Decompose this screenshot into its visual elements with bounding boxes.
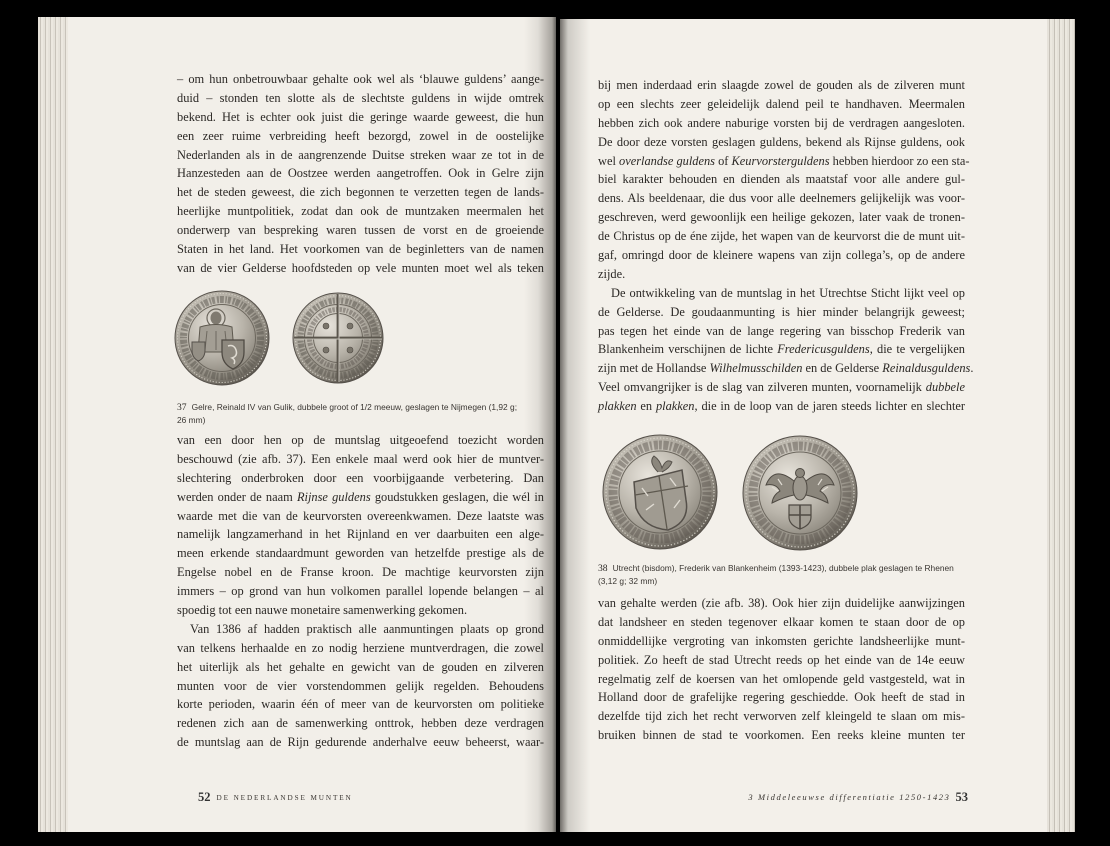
text-line: dat landsheer en steden tegenover elkaar komen te staan door de op [598,614,965,629]
text-line: Nederlanden als in de aangrenzende Duitse streken waar ze tot in de [177,147,544,162]
page-number: 53 [955,790,968,804]
text-line: immers – op grond van hun volkomen parallel lopende belangen – al [177,584,544,599]
text-line: De door deze vorsten geslagen guldens, bekend als Rijnse guldens, ook [598,134,965,149]
text-line: gaf, omringd door de kleinere wapens van zijn collega’s, op de andere [598,248,965,263]
text-line: – om hun onbetrouwbaar gehalte ook wel als ‘blauwe guldens’ aange- [177,72,544,86]
text-line: van telkens herhaalde en zo nodig herziene muntverdragen, die zowel [177,640,544,655]
coin-38-obverse [603,435,717,549]
text-run: goudstukken geslagen, die wél in [370,489,544,504]
caption-text: 26 mm) [177,415,206,425]
text-line: op een slechts zeer geleidelijk dalend peil te handhaven. Meermalen [598,96,965,111]
italic-term: Keurvorsterguldens [731,153,830,168]
figure-number: 37 [177,402,187,413]
left-page-footer [198,788,353,806]
italic-term: Rijnse guldens [296,489,371,504]
text-line: De ontwikkeling van de muntslag in het Utrechtse Sticht lijkt veel op [611,285,965,300]
text-run: of [715,153,732,168]
text-line: Van 1386 af hadden praktisch alle aanmuntingen plaats op grond [190,621,544,636]
text-line: redenen zich aan de samenwerking onttrok, hebben deze verdragen [177,716,544,731]
text-line: beschouwd (zie afb. 37). Een enkele maal werd ook hier de muntver- [177,451,544,466]
text-line: namelijk langzamerhand in het Rijnland en ver daarbuiten een alge- [177,527,544,542]
text-line: de Gelderse. De goudaanmunting is hier minder belangrijk geweest; [598,304,965,319]
text-line: heerlijke muntpolitiek, zodat dan ook de muntzaken meermalen het [177,204,544,219]
text-run: , die te vergelijken [869,342,965,357]
left-body-text-upper [177,70,544,278]
text-line: dezelfde tijd zich het recht verworven zelf kleingeld te slaan om mis- [598,709,965,724]
text-line: van de vier Gelderse hoofdsteden op vele munten moet wel als teken [177,260,544,275]
text-line: bij men inderdaad erin slaagde zowel de gouden als de zilveren munt [598,78,965,92]
text-run: werden onder de naam [177,489,297,504]
caption-line [177,401,517,414]
text-run: zijn met de Hollandse [598,361,710,376]
caption-text: Gelre, Reinald IV van Gulik, dubbele groot of 1/2 meeuw, geslagen te Nijmegen (1,92 g; [191,402,518,412]
text-line: van een door hen op de muntslag uitgeoefend toezicht worden [177,433,544,447]
text-line: Staten in het land. Het voorkomen van de beginletters van de namen [177,242,544,257]
text-line: politiek. Zo heeft de stad Utrecht reeds op het einde van de 14e eeuw [598,652,965,667]
text-line: onderwerp van bespreking waren tussen de vorst en de groeiende [177,223,544,238]
text-run: wel [598,153,619,168]
text-run: en de Gelderse [802,361,883,376]
eagle [766,469,834,504]
caption-text: Utrecht (bisdom), Frederik van Blankenheim (1393-1423), dubbele plak geslagen te Rhenen [612,563,954,573]
text-line: regelmatig zelf de koersen van het omlopende geld vastgesteld, wat in [598,671,965,686]
right-page-footer [748,788,968,806]
text-line: zijde. [598,266,626,281]
text-line: pas tegen het einde van de lange regering van bisschop Frederik van [598,323,965,338]
left-body-text-lower [177,431,544,752]
text-line [598,378,965,397]
text-line: bekend. Het is echter ook juist die geringe waarde geweest, die hun [177,109,544,124]
text-line: bruiken binnen de stad te voorkomen. Een reeks kleine munten ter [598,728,965,743]
figure-37-caption [177,401,517,426]
italic-term: overlandse guldens [619,153,716,168]
text-line: slechtering onderbroken door een voorbijgaande verbetering. Dan [177,470,544,485]
coin-38-reverse [743,436,857,550]
figure-number: 38 [598,563,608,574]
text-line: meen erkende standaardmunt geworden van hetzelfde prestige als de [177,546,544,561]
caption-line [177,414,517,426]
text-line: korte perioden, waarin één of meer van de keurvorsten om politieke [177,697,544,712]
text-line: waarde met die van de keurvorsten overeenkwamen. Deze laatste was [177,508,544,523]
text-line [598,359,974,378]
text-line: het uiterlijk als het gehalte en gewicht van de gouden en zilveren [177,659,544,674]
text-line: spoedig tot een nauwe monetaire samenwerking gekomen. [177,603,468,618]
text-line: een zeer ruime verbreiding heeft bezorgd, zowel in de oostelijke [177,128,544,143]
text-line [598,340,965,359]
running-head: 3 Middeleeuwse differentiatie 1250-1423 [748,792,951,802]
text-line [177,488,544,507]
text-run: , die in de loop van de jaren steeds lichter en slechter [694,399,966,414]
text-line [598,397,965,416]
italic-term: plakken [655,399,695,414]
text-run: en [636,399,656,414]
text-line: onmiddellijke vergroting van inkomsten gerichte landsheerlijke munt- [598,633,965,648]
text-line: de muntslag aan de Rijn gedurende anderhalve eeuw beheerst, waar- [177,735,544,750]
text-line: biel karakter behouden en dienden als maatstaf voor alle andere gul- [598,172,965,187]
page-number: 52 [198,790,211,804]
caption-line [598,575,954,587]
text-line: duid – stonden ten slotte als de slechtste guldens in wijde omtrek [177,90,544,105]
caption-text: (3,12 g; 32 mm) [598,576,658,586]
running-head: DE NEDERLANDSE MUNTEN [216,794,353,802]
italic-term: Wilhelmusschilden [709,361,803,376]
text-line: geschreven, werd gewoonlijk een heilige gekozen, later vaak de tronen- [598,210,965,225]
coin-37-reverse [293,293,383,383]
italic-term: Reinaldusguldens [882,361,971,376]
text-line [598,152,970,171]
text-line: dens. Als beeldenaar, die dus voor alle deelnemers gelijkelijk was voor- [598,191,965,206]
coin-37-obverse [175,291,269,385]
text-line: van gehalte werden (zie afb. 38). Ook hier zijn duidelijke aanwijzingen [598,596,965,610]
text-run: hebben hierdoor zo een sta- [829,153,970,168]
italic-term: plakken [598,399,637,414]
text-line: Engelse nobel en de Franse kroon. De machtige keurvorsten zijn [177,565,544,580]
right-body-text-upper [598,76,974,416]
figure-38-caption [598,562,954,587]
italic-term: dubbele [925,380,965,395]
text-line: munten voor de vier vorstendommen gelijk regelden. Behoudens [177,678,544,693]
text-run: Veel omvangrijker is de slag van zilveren munten, voornamelijk [598,380,926,395]
italic-term: Fredericusguldens [777,342,870,357]
text-line: de Christus op de éne zijde, het wapen van de keurvorst die de munt uit- [598,229,965,244]
text-line: hebben zich ook andere naburige vorsten bij de verdragen aangesloten. [598,115,965,130]
text-line: Holland door de grafelijke regering geschiedde. Ook heeft de stad in [598,690,965,705]
figure-38-coin-photos [596,430,868,555]
text-run: Blankenheim verschijnen de lichte [598,342,778,357]
figure-37-coin-photos [168,283,388,393]
text-line: Hanzesteden aan de Oostzee werden aangetroffen. Ook in Gelre zijn [177,166,544,181]
caption-line [598,562,954,575]
text-line: het de steden geweest, die zich begonnen te verzetten tegen de lands- [177,185,544,200]
right-body-text-lower [598,594,965,745]
text-run: . [970,361,974,376]
